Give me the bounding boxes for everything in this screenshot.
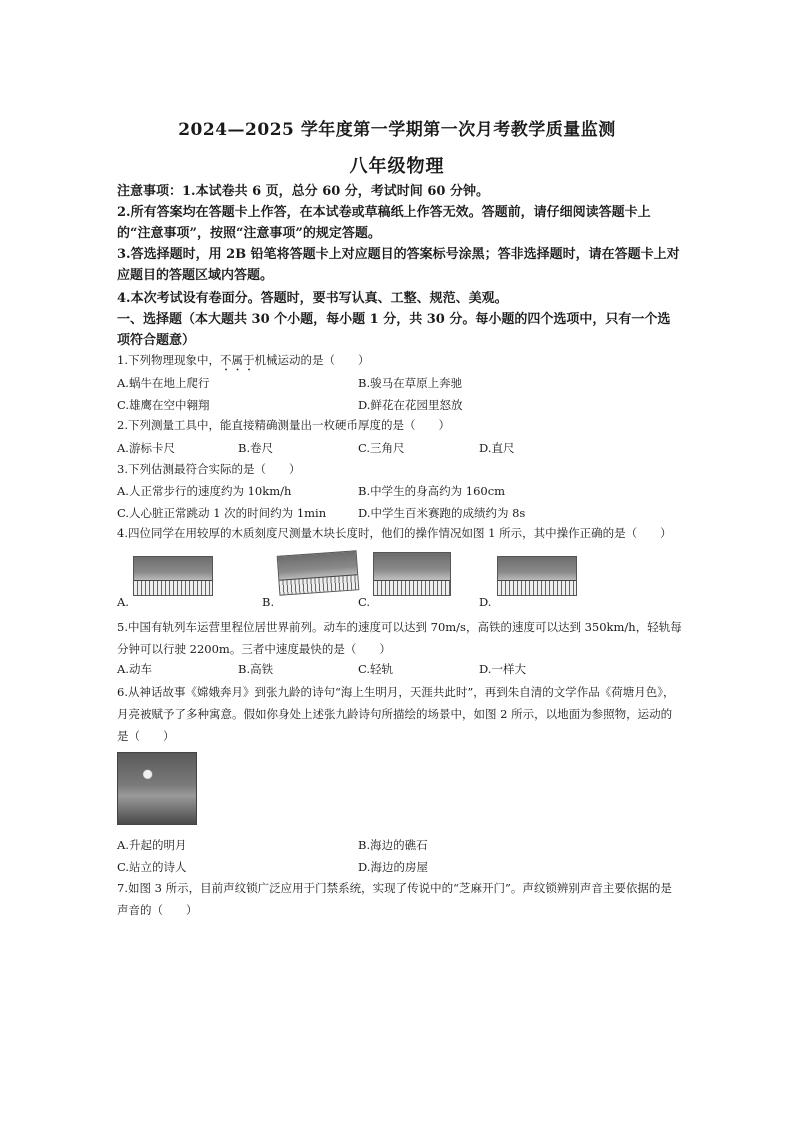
question-6: 6.从神话故事《嫦娥奔月》到张九龄的诗句“海上生明月，天涯共此时”，再到朱自清的文学作品《荷塘月色》，月亮被赋予了多种寓意。假如你身处上述张九龄诗句所描绘的场景中，如图 2 所示，以地面为参照物，运动的是（ ） <box>117 685 675 743</box>
figure-1c-ruler-photo <box>373 552 451 596</box>
q1-option-a: A.蜗牛在地上爬行 <box>117 376 210 390</box>
q2-option-c: C.三角尺 <box>358 441 405 455</box>
q5-option-c: C.轻轨 <box>358 662 394 676</box>
q6-option-c: C.站立的诗人 <box>117 860 187 874</box>
q4-option-a: A. <box>117 595 129 609</box>
question-1-post: 机械运动的是（ ） <box>254 353 370 367</box>
question-2: 2.下列测量工具中，能直接精确测量出一枚硬币厚度的是（ ） <box>117 418 450 432</box>
q5-option-b: B.高铁 <box>238 662 274 676</box>
q2-option-d: D.直尺 <box>479 441 515 455</box>
figure-1b-ruler-photo <box>277 550 360 595</box>
notice-2: 2.所有答案均在答题卡上作答，在本试卷或草稿纸上作答无效。答题前，请仔细阅读答题卡上的“注意事项”，按照“注意事项”的规定答题。 <box>117 205 651 241</box>
figure-2-moon-photo <box>117 752 197 825</box>
q6-option-b: B.海边的礁石 <box>358 838 428 852</box>
exam-title: 2024—2025 学年度第一学期第一次月考教学质量监测 <box>178 120 616 140</box>
question-3: 3.下列估测最符合实际的是（ ） <box>117 462 301 476</box>
q2-option-b: B.卷尺 <box>238 441 274 455</box>
q1-option-d: D.鲜花在花园里怒放 <box>358 398 463 412</box>
q1-option-b: B.骏马在草原上奔驰 <box>358 376 463 390</box>
q2-option-a: A.游标卡尺 <box>117 441 175 455</box>
notice-4: 4.本次考试设有卷面分。答题时，要书写认真、工整、规范、美观。 <box>117 291 508 306</box>
figure-1d-ruler-photo <box>497 556 577 596</box>
question-1-emphasis: 不属于 <box>219 353 255 367</box>
q5-option-d: D.一样大 <box>479 662 526 676</box>
q1-option-c: C.雄鹰在空中翱翔 <box>117 398 210 412</box>
question-5: 5.中国有轨列车运营里程位居世界前列。动车的速度可以达到 70m/s，高铁的速度可以达到 350km/h，轻轨每分钟可以行驶 2200m。三者中速度最快的是（ ） <box>117 620 682 656</box>
q4-option-c: C. <box>358 595 371 609</box>
notice-3: 3.答选择题时，用 2B 铅笔将答题卡上对应题目的答案标号涂黑；答非选择题时，请在答题卡上对应题目的答题区域内答题。 <box>117 247 680 283</box>
q3-option-a: A.人正常步行的速度约为 10km/h <box>117 484 292 498</box>
question-4: 4.四位同学在用较厚的木质刻度尺测量木块长度时，他们的操作情况如图 1 所示，其中操作正确的是（ ） <box>117 526 672 540</box>
section-heading: 一、选择题（本大题共 30 个小题，每小题 1 分，共 30 分。每小题的四个选项中，只有一个选项符合题意） <box>117 312 671 348</box>
q4-option-d: D. <box>479 595 492 609</box>
q5-option-a: A.动车 <box>117 662 152 676</box>
figure-1a-ruler-photo <box>133 556 213 596</box>
question-7: 7.如图 3 所示，目前声纹锁广泛应用于门禁系统，实现了传说中的“芝麻开门”。声纹锁辨别声音主要依据的是声音的（ ） <box>117 881 672 917</box>
q4-option-b: B. <box>262 595 275 609</box>
notice-1: 注意事项：1.本试卷共 6 页，总分 60 分，考试时间 60 分钟。 <box>117 184 489 199</box>
question-1-pre: 1.下列物理现象中， <box>117 353 220 367</box>
q3-option-d: D.中学生百米赛跑的成绩约为 8s <box>358 506 526 520</box>
q6-option-a: A.升起的明月 <box>117 838 187 852</box>
q6-option-d: D.海边的房屋 <box>358 860 428 874</box>
q3-option-c: C.人心脏正常跳动 1 次的时间约为 1min <box>117 506 327 520</box>
exam-subtitle: 八年级物理 <box>349 156 445 177</box>
q3-option-b: B.中学生的身高约为 160cm <box>358 484 506 498</box>
question-1 <box>117 349 682 374</box>
